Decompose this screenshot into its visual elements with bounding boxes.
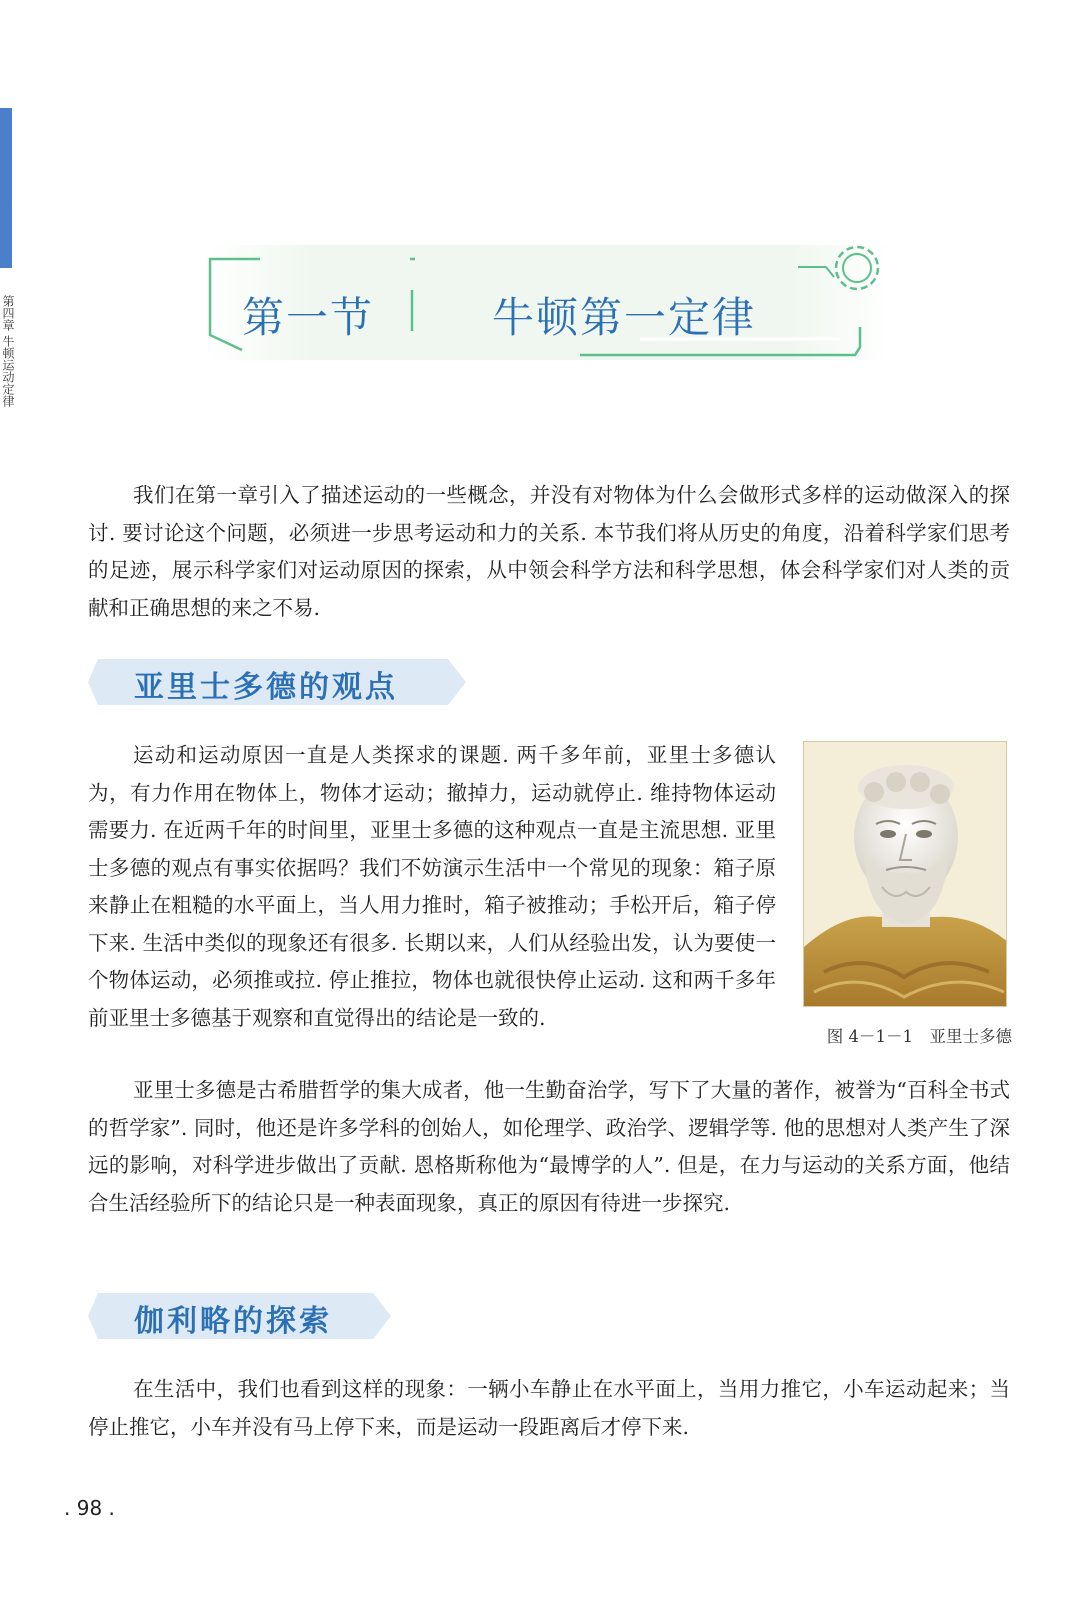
page-number: . 98 . [64, 1496, 115, 1520]
aristotle-bust-image [803, 741, 1007, 1007]
galileo-paragraph-1: 在生活中，我们也看到这样的现象：一辆小车静止在水平面上，当用力推它，小车运动起来；当停止推它，小车并没有马上停下来，而是运动一段距离后才停下来. [88, 1377, 1010, 1439]
section-title-banner [200, 235, 900, 365]
aristotle-paragraph-1: 运动和运动原因一直是人类探求的课题. 两千多年前，亚里士多德认为，有力作用在物体上，物体才运动；撤掉力，运动就停止. 维持物体运动需要力. 在近两千年的时间里，亚里士多德的这种观点一直是主流思想. 亚里士多德的观点有事实依据吗？我们不妨演示生活中一个常见的现象：箱子原来静止在粗糙的水平面上，当人用力推时，箱子被推动；手松开后，箱子停下来. 生活中类似的现象还有很多. 长期以来，人们从经验出发，认为要使一个物体运动，必须推或拉. 停止推拉，物体也就很快停止运动. 这和两千多年前亚里士多德基于观察和直觉得出的结论是一致的. [88, 743, 776, 1030]
chapter-label: 第四章 牛顿运动定律 [1, 295, 15, 407]
figure-caption: 图 4－1－1 亚里士多德 [826, 1027, 1012, 1046]
section-title: 牛顿第一定律 [492, 293, 757, 342]
section-heading-band-galileo [88, 1293, 393, 1339]
physics-label: PHYSICS [0, 190, 13, 244]
section-heading-galileo: 伽利略的探索 [134, 1304, 332, 1339]
intro-paragraph: 我们在第一章引入了描述运动的一些概念，并没有对物体为什么会做形式多样的运动做深入的探讨. 要讨论这个问题，必须进一步思考运动和力的关系. 本节我们将从历史的角度，沿着科学家们思考的足迹，展示科学家们对运动原因的探索，从中领会科学方法和科学思想，体会科学家们对人类的贡献和正确思想的来之不易. [88, 483, 1010, 620]
section-heading-aristotle: 亚里士多德的观点 [134, 670, 398, 705]
aristotle-paragraph-2: 亚里士多德是古希腊哲学的集大成者，他一生勤奋治学，写下了大量的著作，被誉为“百科全书式的哲学家”. 同时，他还是许多学科的创始人，如伦理学、政治学、逻辑学等. 他的思想对人类产生了深远的影响，对科学进步做出了贡献. 恩格斯称他为“最博学的人”. 但是，在力与运动的关系方面，他结合生活经验所下的结论只是一种表面现象，真正的原因有待进一步探究. [88, 1078, 1010, 1215]
section-heading-band-aristotle [88, 659, 468, 705]
section-number: 第一节 [242, 293, 375, 342]
side-color-tab [0, 108, 12, 268]
